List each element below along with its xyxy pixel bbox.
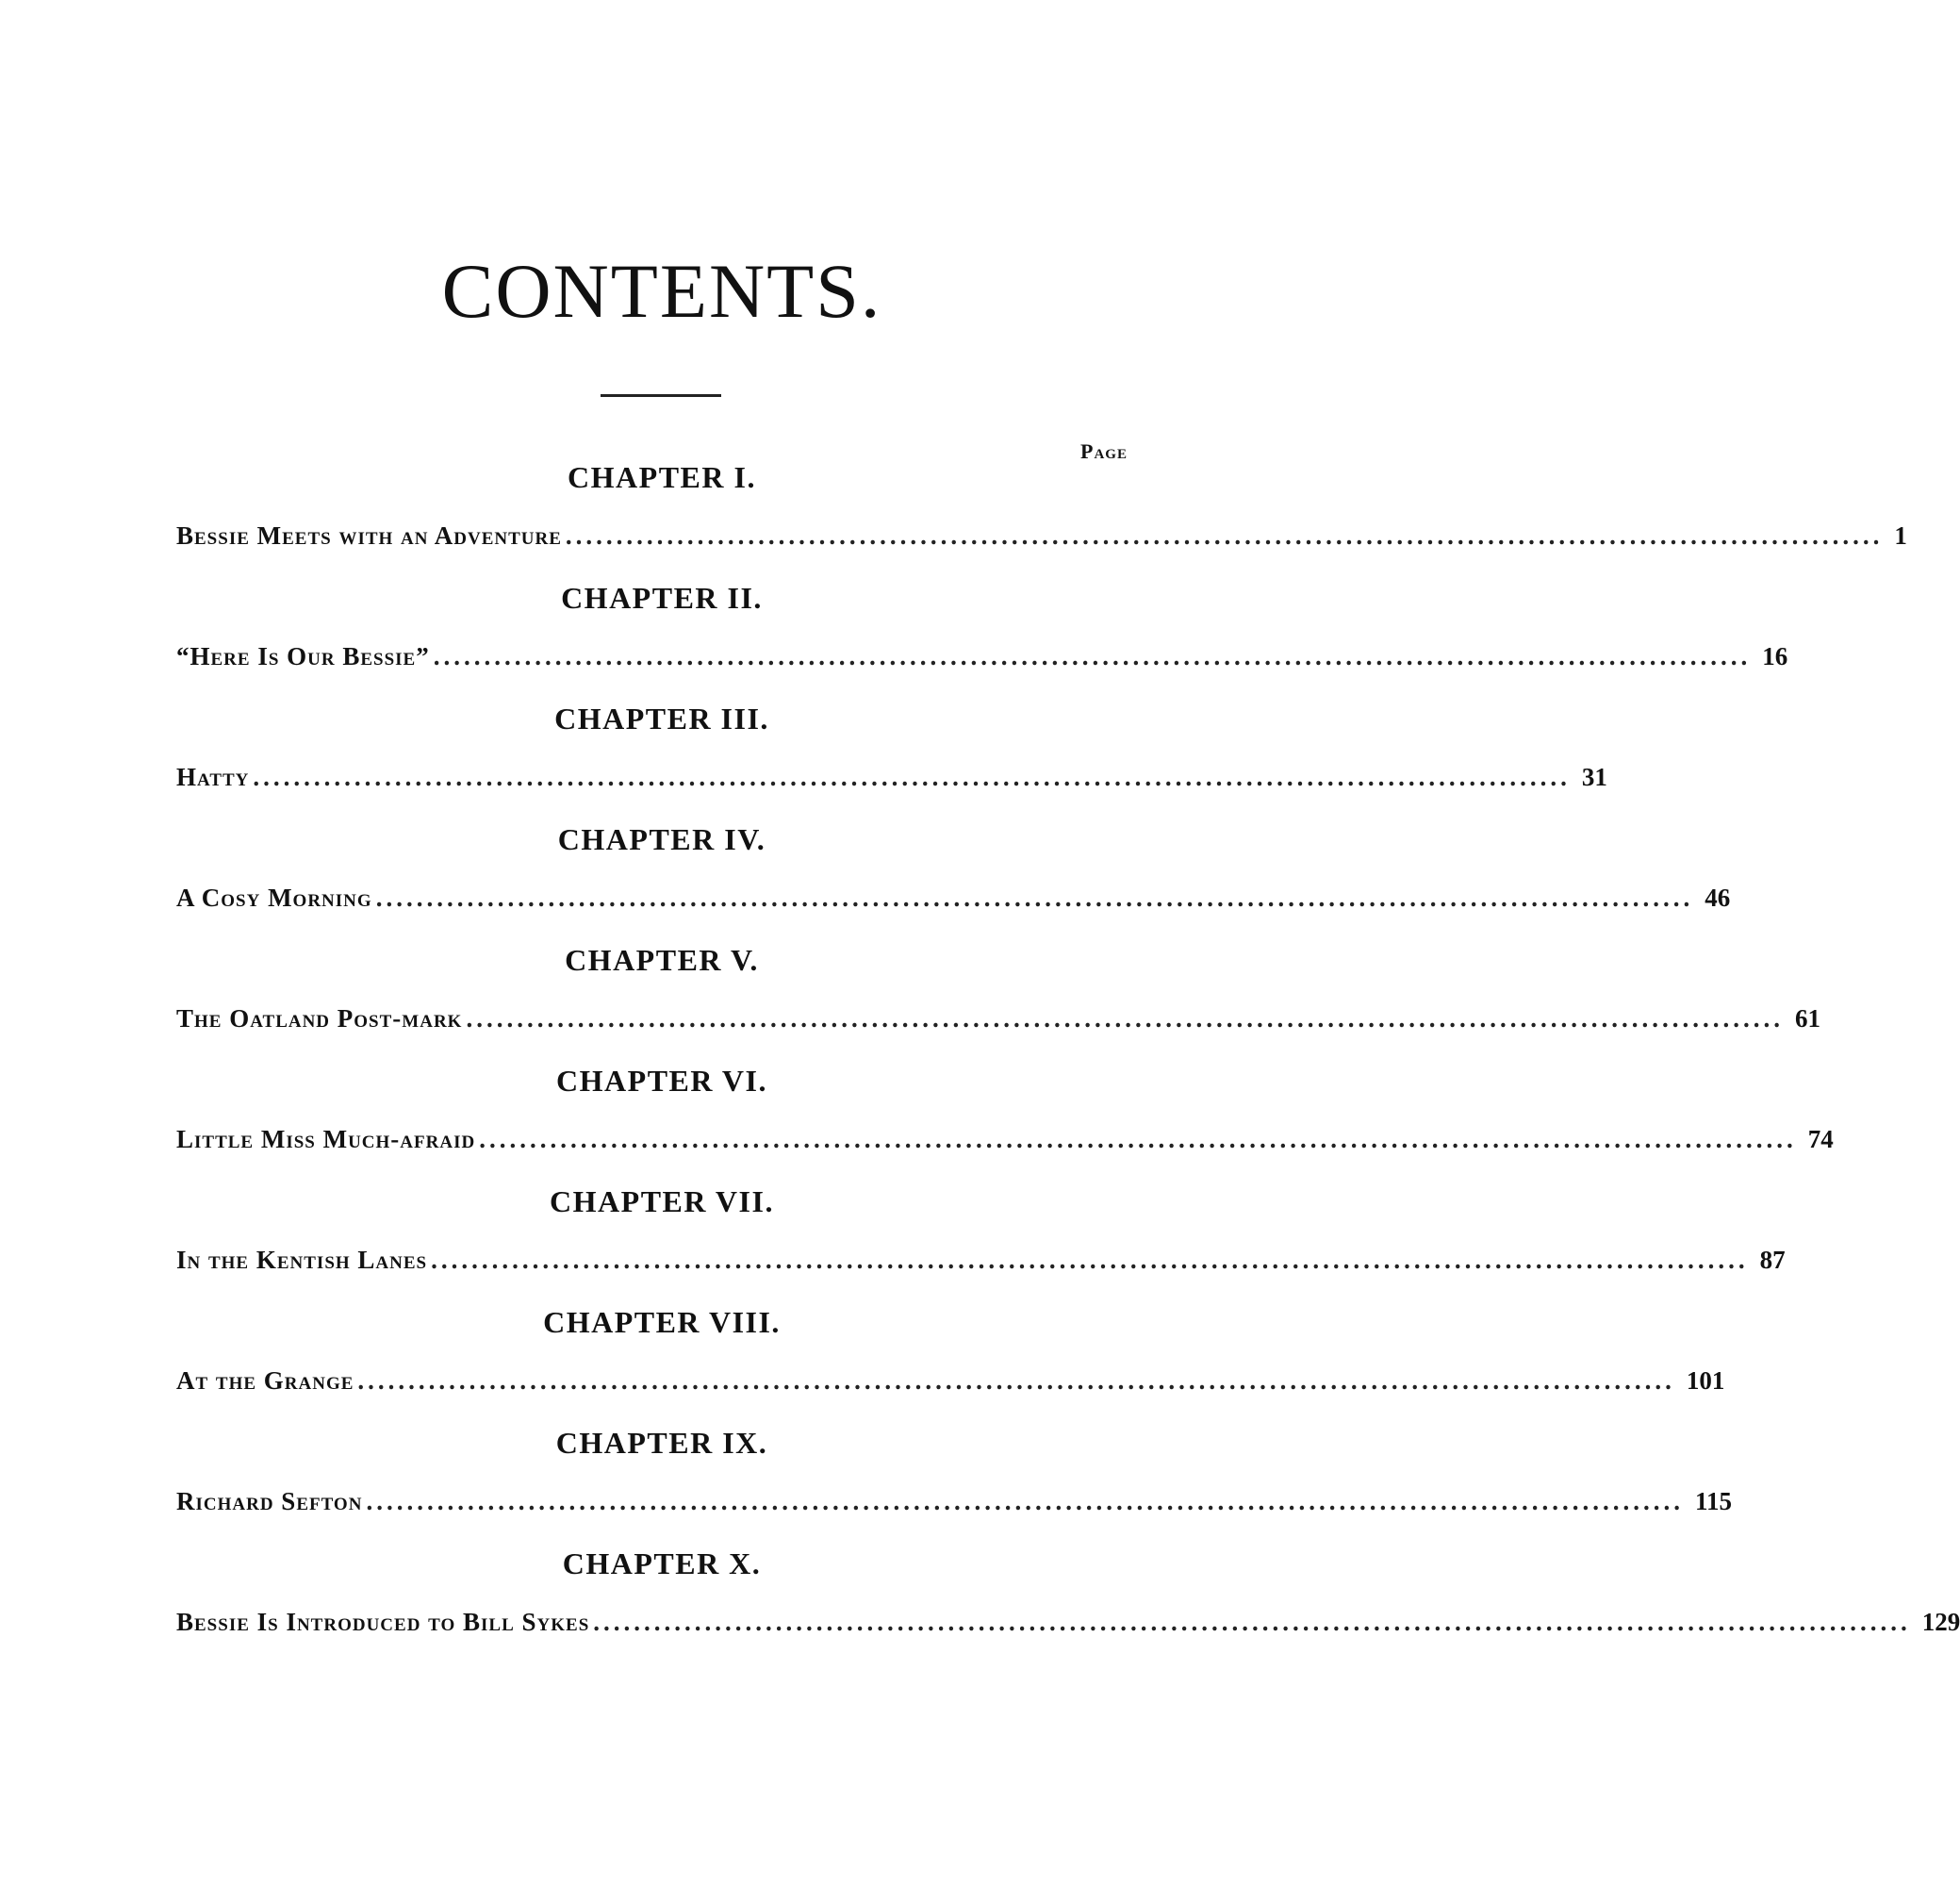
chapter-heading: CHAPTER V. bbox=[565, 943, 759, 977]
chapter-title: Richard Sefton bbox=[176, 1487, 363, 1515]
toc-entry bbox=[176, 761, 1607, 793]
chapter-title: The Oatland Post-mark bbox=[176, 1004, 463, 1033]
chapter-title: Bessie Meets with an Adventure bbox=[176, 521, 562, 550]
page-title: CONTENTS. bbox=[441, 248, 882, 334]
page-number: 101 bbox=[1686, 1366, 1725, 1395]
chapter-block bbox=[0, 1305, 1725, 1426]
dot-leader: .................................................................................................................................. bbox=[479, 1125, 1797, 1153]
dot-leader: .................................................................................................................................. bbox=[357, 1366, 1675, 1395]
chapter-block bbox=[0, 1426, 1732, 1546]
chapter-block bbox=[0, 460, 1907, 581]
toc-entry bbox=[176, 1606, 1960, 1638]
page-number: 1 bbox=[1894, 521, 1907, 550]
page-number: 61 bbox=[1794, 1004, 1820, 1033]
chapter-block bbox=[0, 943, 1820, 1064]
chapter-title: In the Kentish Lanes bbox=[176, 1246, 428, 1274]
page-number: 46 bbox=[1705, 884, 1731, 912]
chapter-title: Little Miss Much-afraid bbox=[176, 1125, 476, 1153]
chapter-block bbox=[0, 702, 1607, 822]
toc-entry bbox=[176, 1364, 1725, 1397]
toc-entry bbox=[176, 640, 1788, 672]
dot-leader: .................................................................................................................................. bbox=[253, 763, 1571, 791]
toc-entry bbox=[176, 882, 1731, 914]
chapter-heading: CHAPTER VII. bbox=[550, 1184, 774, 1218]
page-number: 74 bbox=[1807, 1125, 1834, 1153]
chapter-title: Bessie Is Introduced to Bill Sykes bbox=[176, 1608, 590, 1636]
chapter-block bbox=[0, 1546, 1960, 1667]
dot-leader: .................................................................................................................................. bbox=[565, 521, 1884, 550]
dot-leader: .................................................................................................................................. bbox=[366, 1487, 1684, 1515]
dot-leader: .................................................................................................................................. bbox=[433, 642, 1752, 670]
chapter-title: “Here Is Our Bessie” bbox=[176, 642, 430, 670]
chapter-heading: CHAPTER II. bbox=[561, 581, 763, 615]
chapter-block bbox=[0, 822, 1731, 943]
chapter-heading: CHAPTER VIII. bbox=[543, 1305, 781, 1339]
toc-entry bbox=[176, 1123, 1834, 1155]
dot-leader: .................................................................................................................................. bbox=[375, 884, 1694, 912]
chapter-heading: CHAPTER VI. bbox=[556, 1064, 767, 1098]
chapter-block bbox=[0, 1184, 1786, 1305]
chapter-heading: CHAPTER IX. bbox=[555, 1426, 768, 1460]
chapter-heading: CHAPTER X. bbox=[562, 1546, 762, 1580]
chapter-heading: CHAPTER IV. bbox=[557, 822, 766, 856]
toc-entry bbox=[176, 520, 1907, 552]
dot-leader: .................................................................................................................................. bbox=[593, 1608, 1911, 1636]
page-column-label: Page bbox=[1080, 439, 1128, 463]
toc-entry bbox=[176, 1002, 1820, 1034]
page-number: 87 bbox=[1759, 1246, 1786, 1274]
page-number: 31 bbox=[1581, 763, 1607, 791]
chapter-heading: CHAPTER III. bbox=[554, 702, 769, 736]
chapter-block bbox=[0, 1064, 1834, 1184]
dot-leader: .................................................................................................................................. bbox=[431, 1246, 1749, 1274]
toc-entry bbox=[176, 1244, 1786, 1276]
page-number: 115 bbox=[1694, 1487, 1732, 1515]
table-of-contents bbox=[0, 460, 1960, 1667]
chapter-block bbox=[0, 581, 1788, 702]
chapter-heading: CHAPTER I. bbox=[568, 460, 756, 494]
page-number: 16 bbox=[1762, 642, 1788, 670]
dot-leader: .................................................................................................................................. bbox=[466, 1004, 1784, 1033]
chapter-title: At the Grange bbox=[176, 1366, 354, 1395]
chapter-title: A Cosy Morning bbox=[176, 884, 372, 912]
chapter-title: Hatty bbox=[176, 763, 250, 791]
toc-entry bbox=[176, 1485, 1732, 1517]
page-number: 129 bbox=[1921, 1608, 1960, 1636]
title-divider bbox=[601, 394, 721, 397]
